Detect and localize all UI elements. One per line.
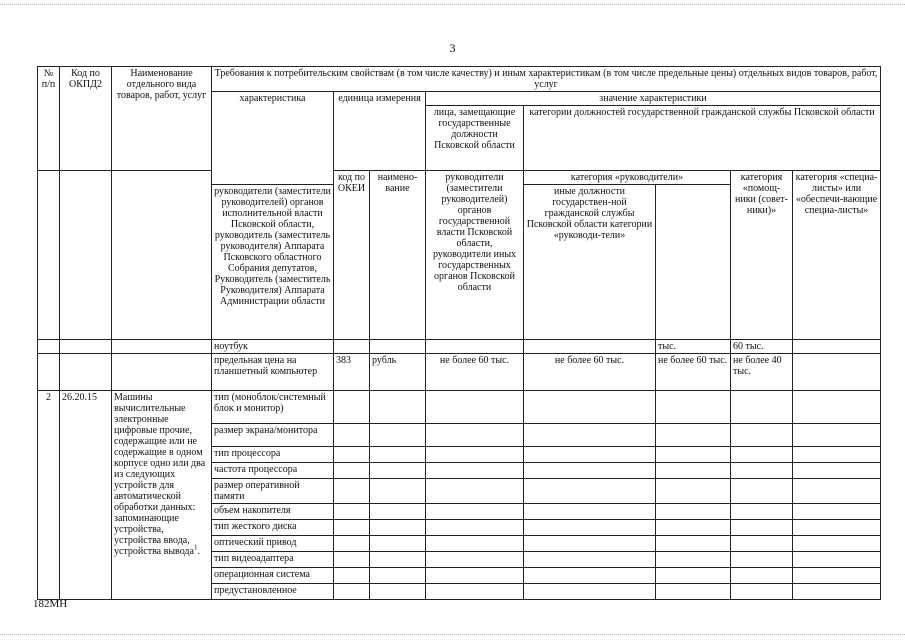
empty-value-cell <box>370 552 426 568</box>
characteristic-cell: операционная система <box>212 568 334 584</box>
empty-value-cell <box>370 584 426 600</box>
empty-value-cell <box>731 479 793 504</box>
empty-value-cell <box>426 424 524 447</box>
table-row <box>38 391 881 424</box>
header-cat-spec: категория «специа-листы» или «обеспечи-вающие специа-листы» <box>793 171 881 340</box>
footnote-marker: 1 <box>193 543 198 552</box>
empty-value-cell <box>334 584 370 600</box>
empty-value-cell <box>334 463 370 479</box>
header-cat-assist: категория «помощ-ники (совет-ники)» <box>731 171 793 340</box>
empty-value-cell <box>656 536 731 552</box>
empty-value-cell <box>524 479 656 504</box>
row-value-leaders2: тыс. <box>656 340 731 354</box>
header-leaders-sub1: руководители (заместители руководителей) органов исполнительной власти Псковской области, руководитель (заместитель руководителя) Аппарата Псковского областного Собрания депутатов, Руководитель (заместитель Руководителя) Аппарата Администрации области <box>212 185 334 340</box>
header-okei-code: код по ОКЕИ <box>334 171 370 340</box>
empty-value-cell <box>524 584 656 600</box>
header-blank-name <box>112 171 212 340</box>
empty-value-cell <box>426 552 524 568</box>
empty-value-cell <box>426 584 524 600</box>
row-name <box>112 354 212 391</box>
empty-value-cell <box>656 584 731 600</box>
characteristic-cell: оптический привод <box>212 536 334 552</box>
empty-value-cell <box>426 536 524 552</box>
empty-value-cell <box>731 552 793 568</box>
characteristic-cell: размер оперативной памяти <box>212 479 334 504</box>
item-number: 2 <box>38 391 60 600</box>
empty-value-cell <box>793 479 881 504</box>
empty-value-cell <box>370 479 426 504</box>
empty-value-cell <box>370 568 426 584</box>
empty-value-cell <box>370 447 426 463</box>
footer-code: 182МН <box>33 598 68 610</box>
empty-value-cell <box>426 463 524 479</box>
header-requirements: Требования к потребительским свойствам (в том числе качеству) и иным характеристикам (в том числе предельные цены) отдельных видов товаров, работ, услуг <box>212 67 881 92</box>
scan-edge-top <box>0 4 905 6</box>
characteristic-cell: частота процессора <box>212 463 334 479</box>
empty-value-cell <box>426 479 524 504</box>
empty-value-cell <box>334 391 370 424</box>
row-value-leaders1: не более 60 тыс. <box>524 354 656 391</box>
empty-value-cell <box>731 504 793 520</box>
empty-value-cell <box>731 463 793 479</box>
row-value-leaders1 <box>524 340 656 354</box>
header-okpd: Код по ОКПД2 <box>60 67 112 171</box>
row-okei: 383 <box>334 354 370 391</box>
characteristic-cell: размер экрана/монитора <box>212 424 334 447</box>
row-value-heads: не более 60 тыс. <box>426 354 524 391</box>
empty-value-cell <box>731 447 793 463</box>
row-value-assist: 60 тыс. <box>731 340 793 354</box>
empty-value-cell <box>334 447 370 463</box>
empty-value-cell <box>426 391 524 424</box>
empty-value-cell <box>524 552 656 568</box>
empty-value-cell <box>793 584 881 600</box>
empty-value-cell <box>334 504 370 520</box>
header-row-4 <box>38 171 881 185</box>
header-leaders-sub2: иные должности государствен-ной гражданской службы Псковской области категории «руководи-тели» <box>524 185 656 340</box>
characteristic-cell: объем накопителя <box>212 504 334 520</box>
empty-value-cell <box>793 447 881 463</box>
empty-value-cell <box>656 568 731 584</box>
header-characteristic: характеристика <box>212 92 334 185</box>
empty-value-cell <box>524 504 656 520</box>
row-num <box>38 340 60 354</box>
header-value: значение характеристики <box>426 92 881 106</box>
page-number: 3 <box>449 41 456 55</box>
empty-value-cell <box>426 568 524 584</box>
row-value-spec <box>793 354 881 391</box>
empty-value-cell <box>793 424 881 447</box>
empty-value-cell <box>793 391 881 424</box>
row-num <box>38 354 60 391</box>
header-name: Наименование отдельного вида товаров, работ, услуг <box>112 67 212 171</box>
empty-value-cell <box>524 424 656 447</box>
empty-value-cell <box>656 447 731 463</box>
item-2-rows <box>38 391 881 600</box>
empty-value-cell <box>426 504 524 520</box>
empty-value-cell <box>524 463 656 479</box>
characteristic-cell: тип процессора <box>212 447 334 463</box>
empty-value-cell <box>731 536 793 552</box>
header-categories-civil: категории должностей государственной гражданской службы Псковской области <box>524 106 881 171</box>
row-characteristic: предельная цена на планшетный компьютер <box>212 354 334 391</box>
item-name: Машины вычислительные электронные цифровые прочие, содержащие или не содержащие в одном корпусе одно или два из следующих устройств для автоматической обработки данных: запоминающие устройства, устройства ввода, устройства вывода <box>114 392 206 557</box>
empty-value-cell <box>656 520 731 536</box>
empty-value-cell <box>731 520 793 536</box>
empty-value-cell <box>731 568 793 584</box>
empty-value-cell <box>334 479 370 504</box>
empty-value-cell <box>656 504 731 520</box>
empty-value-cell <box>731 391 793 424</box>
header-blank-num <box>38 171 60 340</box>
empty-value-cell <box>731 424 793 447</box>
row-okei <box>334 340 370 354</box>
empty-value-cell <box>656 391 731 424</box>
row-name <box>112 340 212 354</box>
empty-value-cell <box>656 424 731 447</box>
header-cat-leaders: категория «руководители» <box>524 171 731 185</box>
header-row-1 <box>38 67 881 92</box>
scan-edge-bottom <box>0 634 905 636</box>
empty-value-cell <box>793 520 881 536</box>
table-row <box>38 340 881 354</box>
empty-value-cell <box>793 552 881 568</box>
characteristic-cell: тип жесткого диска <box>212 520 334 536</box>
empty-value-cell <box>524 447 656 463</box>
row-okpd <box>60 340 112 354</box>
empty-value-cell <box>731 584 793 600</box>
item-okpd: 26.20.15 <box>60 391 112 600</box>
header-heads: руководители (заместители руководителей) органов государственной власти Псковской области, руководители иных государственных органов Псковской области <box>426 171 524 340</box>
empty-value-cell <box>656 463 731 479</box>
row-unit <box>370 340 426 354</box>
item-name-cell: Машины вычислительные электронные цифровые прочие, содержащие или не содержащие в одном корпусе одно или два из следующих устройств для автоматической обработки данных: запоминающие устройства, устройства ввода, устройства вывода$^1$. <box>112 391 212 600</box>
row-value-heads <box>426 340 524 354</box>
row-characteristic: ноутбук <box>212 340 334 354</box>
empty-value-cell <box>370 520 426 536</box>
empty-value-cell <box>793 463 881 479</box>
characteristic-cell: предустановленное <box>212 584 334 600</box>
requirements-table <box>37 66 881 600</box>
empty-value-cell <box>793 504 881 520</box>
empty-value-cell <box>334 424 370 447</box>
empty-value-cell <box>370 424 426 447</box>
empty-value-cell <box>334 552 370 568</box>
header-blank-okpd <box>60 171 112 340</box>
empty-value-cell <box>370 504 426 520</box>
table-row <box>38 354 881 391</box>
characteristic-cell: тип видеоадаптера <box>212 552 334 568</box>
empty-value-cell <box>524 391 656 424</box>
empty-value-cell <box>334 520 370 536</box>
row-okpd <box>60 354 112 391</box>
empty-value-cell <box>370 391 426 424</box>
empty-value-cell <box>524 520 656 536</box>
header-persons-state: лица, замещающие государственные должности Псковской области <box>426 106 524 171</box>
empty-value-cell <box>524 536 656 552</box>
empty-value-cell <box>370 536 426 552</box>
header-num: № п/п <box>38 67 60 171</box>
row-value-spec <box>793 340 881 354</box>
row-unit: рубль <box>370 354 426 391</box>
empty-value-cell <box>656 552 731 568</box>
empty-value-cell <box>524 568 656 584</box>
characteristic-cell: тип (моноблок/системный блок и монитор) <box>212 391 334 424</box>
header-unit: единица измерения <box>334 92 426 171</box>
header-unit-name: наимено-вание <box>370 171 426 340</box>
empty-value-cell <box>426 447 524 463</box>
empty-value-cell <box>793 536 881 552</box>
empty-value-cell <box>334 536 370 552</box>
row-value-assist: не более 40 тыс. <box>731 354 793 391</box>
empty-value-cell <box>793 568 881 584</box>
row-value-leaders2: не более 60 тыс. <box>656 354 731 391</box>
empty-value-cell <box>334 568 370 584</box>
empty-value-cell <box>370 463 426 479</box>
empty-value-cell <box>656 479 731 504</box>
empty-value-cell <box>426 520 524 536</box>
continued-rows <box>38 340 881 391</box>
